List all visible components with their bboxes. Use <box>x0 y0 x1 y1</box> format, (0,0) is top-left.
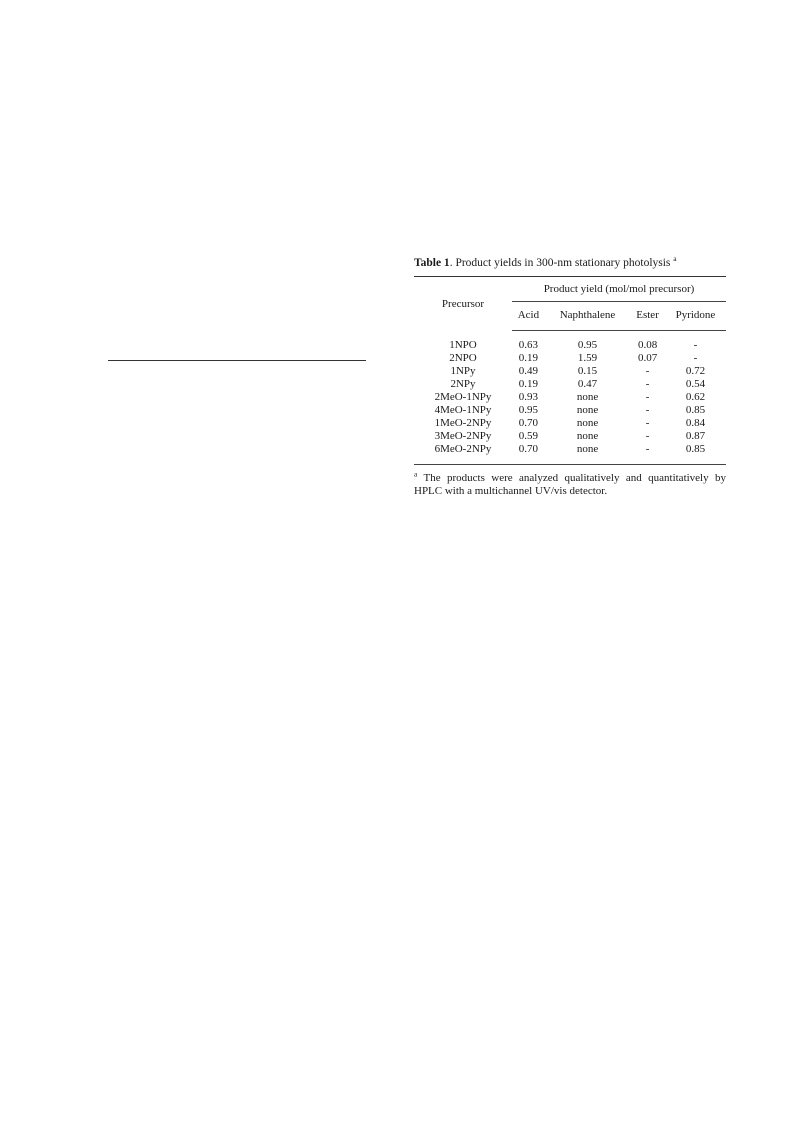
naphthalene-cell: 1.59 <box>577 352 598 364</box>
precursor-column-header: Precursor <box>414 277 512 331</box>
pyridone-cell: 0.84 <box>685 417 706 429</box>
precursor-cell: 2NPy <box>450 378 476 390</box>
table-row <box>414 365 726 378</box>
table-row <box>414 378 726 391</box>
table-footnote <box>414 469 726 498</box>
table-row <box>414 417 726 430</box>
naphthalene-cell: none <box>576 404 599 416</box>
pyridone-cell: 0.62 <box>685 391 706 403</box>
naphthalene-cell: 0.47 <box>577 378 598 390</box>
precursor-cell: 3MeO-2NPy <box>434 430 492 442</box>
acid-cell: 0.19 <box>518 378 539 390</box>
footnote-text: The products were analyzed qualitatively and quantitatively by HPLC with a multichannel UV/vis detector. <box>414 472 726 497</box>
precursor-cell: 6MeO-2NPy <box>414 443 512 465</box>
pyridone-cell: - <box>693 352 698 364</box>
acid-cell: 0.49 <box>518 365 539 377</box>
precursor-cell: 2MeO-1NPy <box>434 391 492 403</box>
naphthalene-cell: 0.95 <box>577 339 598 351</box>
naphthalene-cell: none <box>576 430 599 442</box>
product-yield-table-block <box>414 256 726 509</box>
precursor-cell: 1MeO-2NPy <box>434 417 492 429</box>
table-caption-text: . Product yields in 300-nm stationary photolysis <box>449 257 674 269</box>
precursor-cell: 1NPO <box>449 338 477 351</box>
acid-cell: 0.70 <box>512 443 545 465</box>
pyridone-column-header: Pyridone <box>665 302 726 331</box>
naphthalene-cell: 0.15 <box>577 365 598 377</box>
product-yield-group-header: Product yield (mol/mol precursor) <box>512 277 726 302</box>
table-body <box>414 331 726 465</box>
naphthalene-cell: none <box>545 443 630 465</box>
acid-cell: 0.93 <box>518 391 539 403</box>
ester-cell: - <box>645 430 650 442</box>
acid-cell: 0.70 <box>518 417 539 429</box>
pyridone-cell: 0.85 <box>665 443 726 465</box>
precursor-cell: 4MeO-1NPy <box>434 404 492 416</box>
pyridone-cell: 0.85 <box>685 404 706 416</box>
table-caption <box>414 256 726 270</box>
acid-cell: 0.63 <box>518 339 539 351</box>
footnote-marker: a <box>414 469 418 479</box>
ester-cell: - <box>645 404 650 416</box>
table-row <box>414 404 726 417</box>
ester-cell: - <box>645 378 650 390</box>
precursor-cell: 1NPy <box>450 365 476 377</box>
table-row <box>414 391 726 404</box>
acid-cell: 0.95 <box>518 404 539 416</box>
ester-cell: 0.08 <box>637 339 658 351</box>
table-caption-label: Table 1 <box>414 257 450 269</box>
ester-cell: 0.07 <box>637 352 658 364</box>
column-divider-rule <box>108 360 366 361</box>
ester-cell: - <box>645 417 650 429</box>
product-yield-table <box>414 276 726 465</box>
ester-cell: - <box>645 391 650 403</box>
ester-cell: - <box>645 365 650 377</box>
precursor-cell: 2NPO <box>449 352 477 364</box>
acid-column-header: Acid <box>512 302 545 331</box>
table-row <box>414 443 726 465</box>
naphthalene-cell: none <box>576 417 599 429</box>
table-row <box>414 331 726 353</box>
table-row <box>414 430 726 443</box>
naphthalene-cell: none <box>576 391 599 403</box>
pyridone-cell: 0.72 <box>685 365 706 377</box>
table-caption-footnote-marker: a <box>673 254 677 264</box>
pyridone-cell: - <box>693 339 698 351</box>
acid-cell: 0.19 <box>518 352 539 364</box>
ester-cell: - <box>630 443 665 465</box>
ester-column-header: Ester <box>630 302 665 331</box>
acid-cell: 0.59 <box>518 430 539 442</box>
pyridone-cell: 0.54 <box>685 378 706 390</box>
naphthalene-column-header: Naphthalene <box>545 302 630 331</box>
pyridone-cell: 0.87 <box>685 430 706 442</box>
table-row <box>414 352 726 365</box>
